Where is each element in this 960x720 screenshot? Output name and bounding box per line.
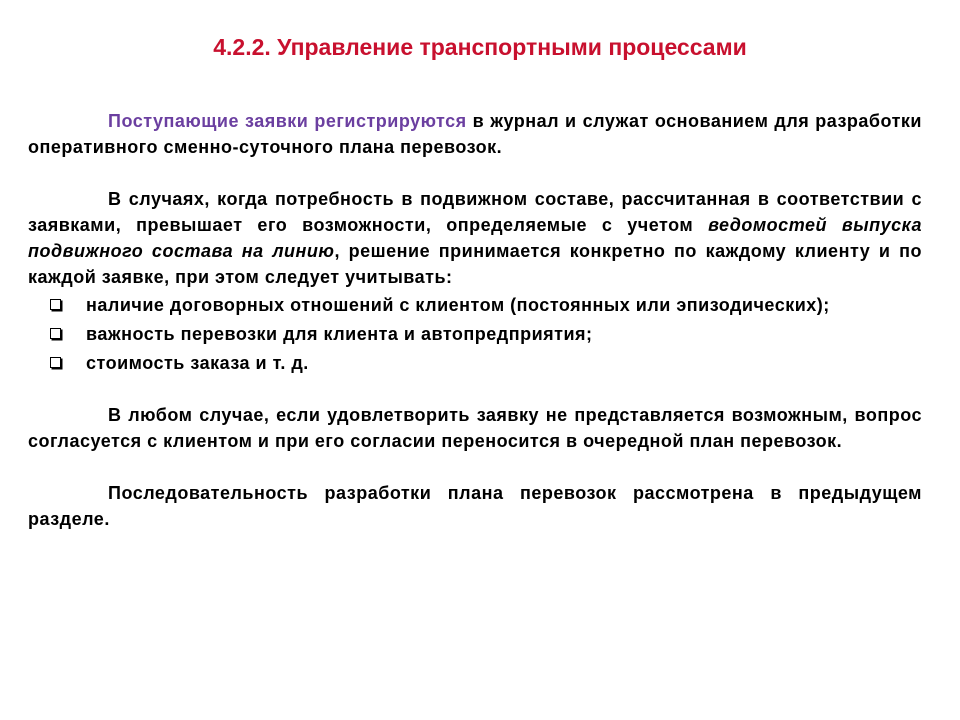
criteria-list	[28, 292, 922, 376]
checkbox-square-icon	[50, 299, 61, 310]
slide-content	[28, 108, 922, 532]
paragraph-text: , решение принимается конкретно по каждому клиенту и по каждой заявке, при этом следует учитывать:	[28, 241, 922, 287]
list-item-text: стоимость заказа и т. д.	[86, 353, 309, 373]
paragraph-requests	[28, 108, 922, 160]
list-item	[28, 350, 922, 376]
slide-title: 4.2.2. Управление транспортными процессами	[213, 34, 747, 60]
emphasized-phrase: ведомостей выпуска подвижного состава на линию	[28, 215, 922, 261]
list-item	[28, 321, 922, 347]
checkbox-square-icon	[50, 357, 61, 368]
paragraph-text: В случаях, когда потребность в подвижном составе, рассчитанная в соответствии с заявками, превышает его возможности, определяемые с учетом	[28, 189, 922, 235]
paragraph-sequence: Последовательность разработки плана перевозок рассмотрена в предыдущем разделе.	[28, 483, 922, 529]
paragraph-fallback: В любом случае, если удовлетворить заявку не представляется возможным, вопрос согласуется с клиентом и при его согласии переносится в очередной план перевозок.	[28, 405, 922, 451]
list-item	[28, 292, 922, 318]
list-item-text: важность перевозки для клиента и автопредприятия;	[86, 324, 593, 344]
checkbox-square-icon	[50, 328, 61, 339]
list-item-text: наличие договорных отношений с клиентом (постоянных или эпизодических);	[86, 295, 830, 315]
paragraph-capacity	[28, 186, 922, 290]
paragraph-text: в журнал и служат основанием для разработки оперативного сменно-суточного плана перевозок.	[28, 111, 922, 157]
highlighted-phrase: Поступающие заявки регистрируются	[108, 111, 467, 131]
